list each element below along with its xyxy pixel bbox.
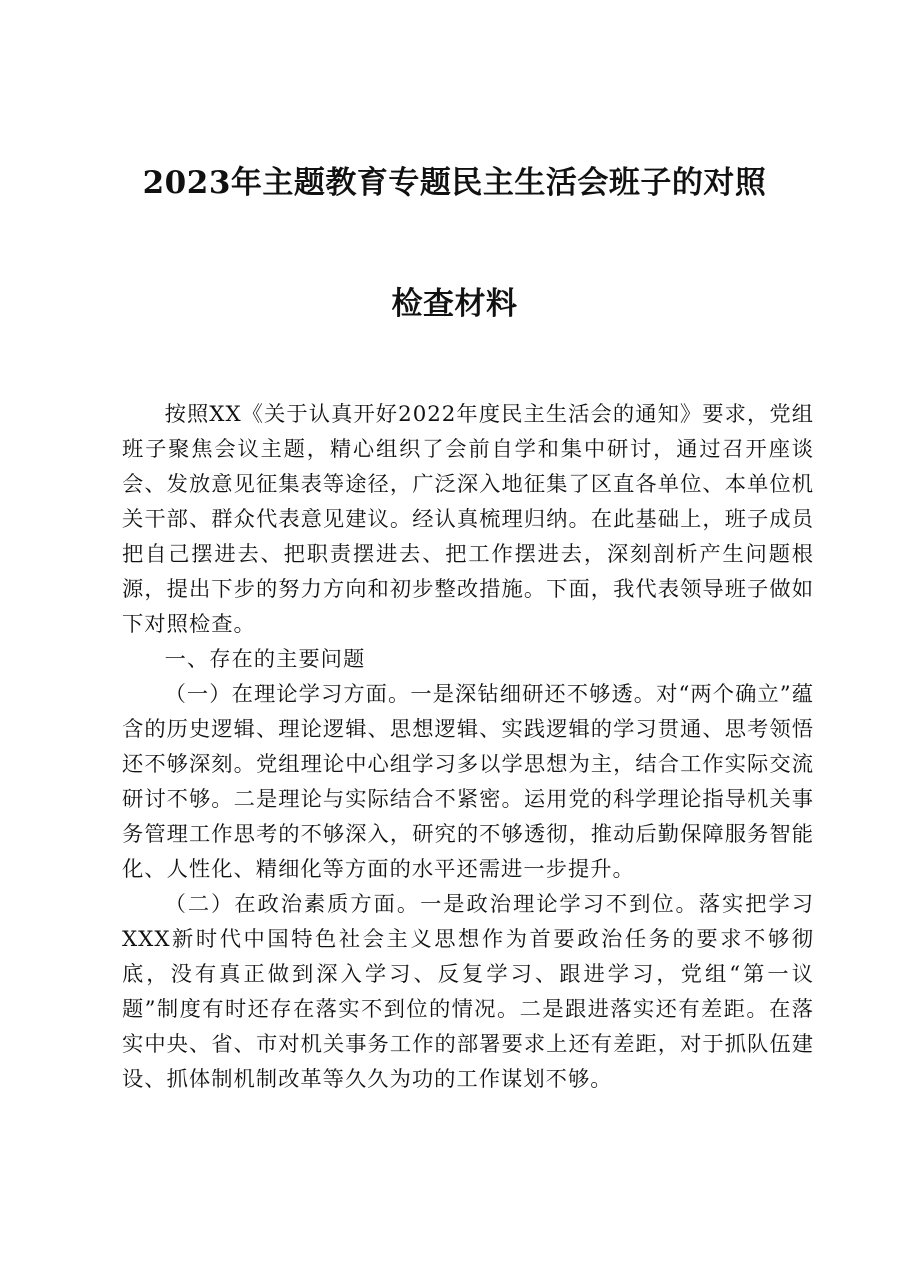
body-paragraph-political-quality: （二）在政治素质方面。一是政治理论学习不到位。落实把学习XXX新时代中国特色社会主义思想作为首要政治任务的要求不够彻底，没有真正做到深入学习、反复学习、跟进学习，党组“第一议题”制度有时还存在落实不到位的情况。二是跟进落实还有差距。在落实中央、省、市对机关事务工作的部署要求上还有差距，对于抓队伍建设、抓体制机制改革等久久为功的工作谋划不够。 xyxy=(122,892,814,1092)
document-body xyxy=(122,397,814,1097)
document-title-line-2: 检查材料 xyxy=(391,286,518,322)
body-paragraph-theory-study: （一）在理论学习方面。一是深钻细研还不够透。对“两个确立”蕴含的历史逻辑、理论逻辑、思想逻辑、实践逻辑的学习贯通、思考领悟还不够深刻。党组理论中心组学习多以学思想为主，结合工作实际交流研讨不够。二是理论与实际结合不紧密。运用党的科学理论指导机关事务管理工作思考的不够深入，研究的不够透彻，推动后勤保障服务智能化、人性化、精细化等方面的水平还需进一步提升。 xyxy=(122,682,814,882)
intro-paragraph: 按照XX《关于认真开好2022年度民主生活会的通知》要求，党组班子聚焦会议主题，精心组织了会前自学和集中研讨，通过召开座谈会、发放意见征集表等途径，广泛深入地征集了区直各单位、本单位机关干部、群众代表意见建议。经认真梳理归纳。在此基础上，班子成员把自己摆进去、把职责摆进去、把工作摆进去，深刻剖析产生问题根源，提出下步的努力方向和初步整改措施。下面，我代表领导班子做如下对照检查。 xyxy=(122,402,814,637)
document-title-line-1: 2023年主题教育专题民主生活会班子的对照 xyxy=(142,165,767,201)
section-heading: 一、存在的主要问题 xyxy=(164,647,366,672)
